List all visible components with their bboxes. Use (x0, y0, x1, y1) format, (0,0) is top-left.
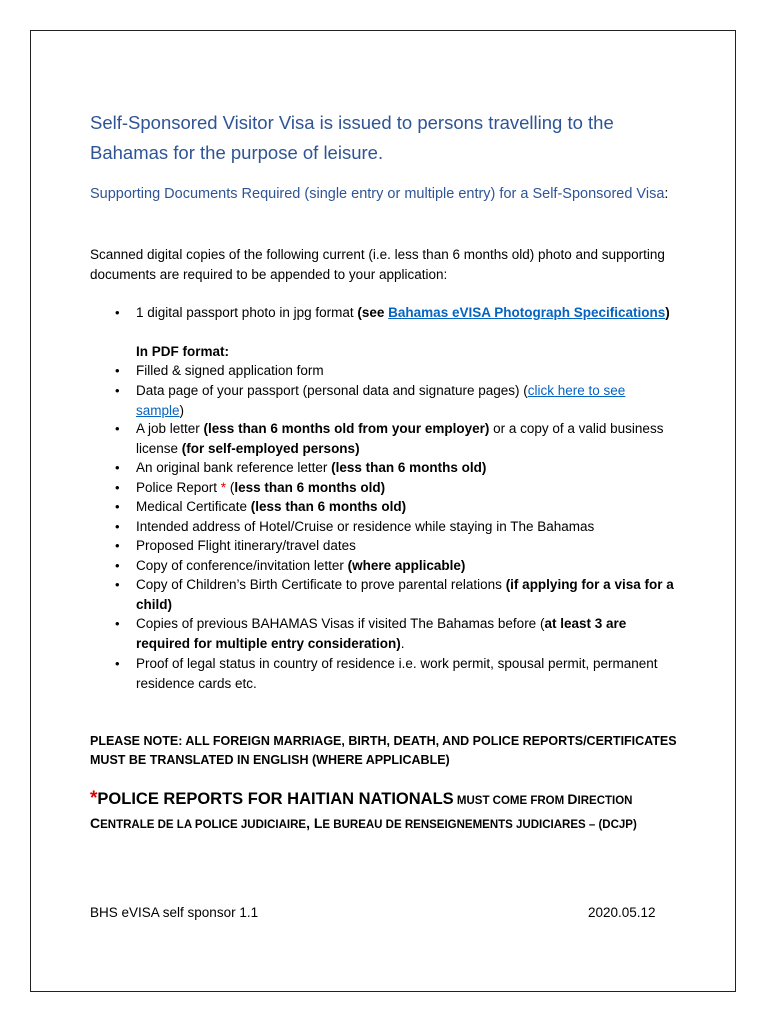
item-bold: less than 6 months old) (234, 480, 386, 495)
haiti-note-text: IRECTION (577, 795, 633, 807)
bullet: • (115, 305, 120, 320)
item-text: Copy of conference/invitation letter (136, 558, 348, 573)
item-text: Copies of previous BAHAMAS Visas if visited The Bahamas before ( (136, 616, 545, 631)
list-item-children (136, 575, 676, 614)
list-item-address: Intended address of Hotel/Cruise or residence while staying in The Bahamas (136, 519, 595, 534)
bullet: • (115, 363, 120, 378)
item-text: Copy of Children’s Birth Certificate to prove parental relations (136, 577, 506, 592)
haiti-note-text: L (313, 815, 323, 831)
bullet: • (115, 558, 120, 573)
item-text: or a copy of a valid business license (136, 421, 664, 456)
bullet: • (115, 519, 120, 534)
item-bold: (for self-employed persons) (181, 440, 360, 456)
bullet: • (115, 383, 120, 398)
section-heading (90, 184, 670, 205)
bullet: • (115, 577, 120, 592)
asterisk: * (90, 788, 98, 809)
haiti-police-note (90, 788, 690, 836)
passport-sample-link[interactable]: click here to see sample (136, 383, 626, 418)
haiti-note-text: – (DCJP) (585, 819, 637, 831)
item-text: Data page of your passport (personal data and signature pages) ( (136, 383, 528, 398)
item-bold: (less than 6 months old) (331, 460, 487, 475)
list-item-bank (136, 458, 676, 478)
bullet: • (115, 616, 120, 631)
item-text: An original bank reference letter (136, 460, 332, 475)
item-bold: (see (357, 305, 389, 320)
item-bold: (less than 6 months old) (250, 499, 407, 514)
item-bold: ) (665, 305, 670, 320)
item-text: A job letter (136, 421, 204, 436)
list-item-police (136, 478, 676, 498)
item-bold: (where applicable) (347, 558, 466, 573)
list-item-legal-status: Proof of legal status in country of residence i.e. work permit, spousal permit, permanent residence cards etc. (136, 656, 658, 691)
item-text: . (400, 635, 405, 651)
haiti-note-text: E BUREAU DE RENSEIGNEMENTS JUDICIARES (322, 819, 586, 831)
bullet: • (115, 499, 120, 514)
haiti-note-text: , (306, 815, 314, 831)
list-item-form: Filled & signed application form (136, 363, 324, 378)
photo-specifications-link[interactable]: Bahamas eVISA Photograph Specifications (388, 305, 666, 320)
list-item-conference (136, 556, 676, 576)
haiti-note-text: ENTRALE DE LA POLICE JUDICIAIRE (100, 819, 307, 831)
page-title: Self-Sponsored Visitor Visa is issued to persons travelling to the Bahamas for the purpose of leisure. (90, 112, 614, 163)
haiti-note-text: MUST COME FROM (453, 795, 568, 807)
list-item-passport (136, 381, 676, 420)
bullet: • (115, 538, 120, 553)
item-text: Medical Certificate (136, 499, 251, 514)
item-bold: (if applying for a visa for a child) (136, 577, 674, 612)
translation-note: PLEASE NOTE: ALL FOREIGN MARRIAGE, BIRTH, DEATH, AND POLICE REPORTS/CERTIFICATES MUST BE TRANSLATED IN ENGLISH (WHERE APPLICABLE) (90, 734, 677, 767)
haiti-note-text: D (567, 791, 578, 807)
bullet: • (115, 480, 120, 495)
item-text: ) (179, 402, 185, 418)
item-text: 1 digital passport photo in jpg format (136, 305, 358, 320)
list-item-flight: Proposed Flight itinerary/travel dates (136, 538, 356, 553)
footer-date: 2020.05.12 (588, 905, 656, 920)
list-item-job (136, 419, 676, 458)
list-item-previous-visas (136, 614, 676, 653)
bullet: • (115, 656, 120, 671)
list-item-medical (136, 497, 676, 517)
section-heading-text: Supporting Documents Required (single entry or multiple entry) for a Self-Sponsored Visa (90, 186, 665, 202)
asterisk: * (220, 480, 227, 495)
bullet: • (115, 460, 120, 475)
haiti-note-text: C (90, 815, 101, 831)
haiti-note-lead: POLICE REPORTS FOR HAITIAN NATIONALS (97, 790, 454, 808)
bullet: • (115, 421, 120, 436)
item-text: ( (226, 480, 235, 495)
item-text: Police Report (136, 480, 221, 495)
pdf-format-heading: In PDF format: (136, 344, 229, 359)
item-bold: (less than 6 months old from your employer) (203, 421, 490, 436)
footer-document-id: BHS eVISA self sponsor 1.1 (90, 905, 259, 920)
section-heading-colon: : (664, 186, 669, 202)
intro-paragraph: Scanned digital copies of the following current (i.e. less than 6 months old) photo and supporting documents are required to be appended to your application: (90, 247, 665, 282)
item-bold: at least 3 are required for multiple entry consideration) (136, 616, 627, 651)
list-item-photo (136, 303, 676, 323)
